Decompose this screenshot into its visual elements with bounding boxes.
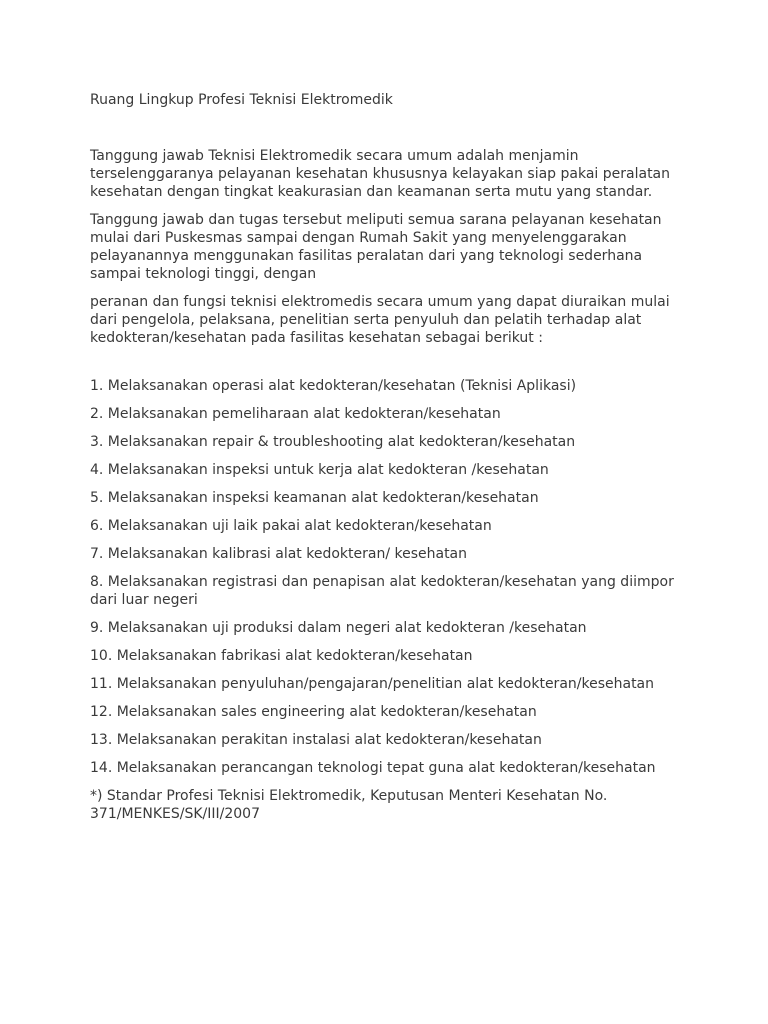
list-item: 5. Melaksanakan inspeksi keamanan alat kedokteran/kesehatan [90, 490, 539, 506]
paragraph-scope: Tanggung jawab dan tugas tersebut meliputi semua sarana pelayanan kesehatan mulai dari Puskesmas sampai dengan Rumah Sakit yang menyelenggarakan pelayanannya menggunakan fasilitas peralatan dari yang teknologi sederhana sampai teknologi tinggi, dengan [90, 212, 662, 282]
list-item: 6. Melaksanakan uji laik pakai alat kedokteran/kesehatan [90, 518, 492, 534]
document-title: Ruang Lingkup Profesi Teknisi Elektromedik [90, 92, 393, 108]
paragraph-roles: peranan dan fungsi teknisi elektromedis secara umum yang dapat diuraikan mulai dari pengelola, pelaksana, penelitian serta penyuluh dan pelatih terhadap alat kedokteran/kesehatan pada fasilitas kesehatan sebagai berikut : [90, 294, 670, 346]
list-item: 8. Melaksanakan registrasi dan penapisan alat kedokteran/kesehatan yang diimpor dari luar negeri [90, 574, 674, 608]
list-item: 2. Melaksanakan pemeliharaan alat kedokteran/kesehatan [90, 406, 501, 422]
list-item: 4. Melaksanakan inspeksi untuk kerja alat kedokteran /kesehatan [90, 462, 549, 478]
list-item: 3. Melaksanakan repair & troubleshooting alat kedokteran/kesehatan [90, 434, 576, 450]
list-item: 10. Melaksanakan fabrikasi alat kedokteran/kesehatan [90, 648, 473, 664]
list-item: 11. Melaksanakan penyuluhan/pengajaran/penelitian alat kedokteran/kesehatan [90, 676, 655, 692]
list-item: 14. Melaksanakan perancangan teknologi tepat guna alat kedokteran/kesehatan [90, 760, 656, 776]
list-item: 9. Melaksanakan uji produksi dalam negeri alat kedokteran /kesehatan [90, 620, 587, 636]
list-item: 7. Melaksanakan kalibrasi alat kedokteran/ kesehatan [90, 546, 468, 562]
paragraph-responsibility: Tanggung jawab Teknisi Elektromedik secara umum adalah menjamin terselenggaranya pelayanan kesehatan khususnya kelayakan siap pakai peralatan kesehatan dengan tingkat keakurasian dan keamanan serta mutu yang standar. [90, 148, 671, 200]
list-item: 13. Melaksanakan perakitan instalasi alat kedokteran/kesehatan [90, 732, 542, 748]
list-item: 1. Melaksanakan operasi alat kedokteran/kesehatan (Teknisi Aplikasi) [90, 378, 577, 394]
duties-list [90, 377, 688, 777]
list-item: 12. Melaksanakan sales engineering alat kedokteran/kesehatan [90, 704, 537, 720]
footnote: *) Standar Profesi Teknisi Elektromedik, Keputusan Menteri Kesehatan No. 371/MENKES/SK/III/2007 [90, 788, 608, 822]
